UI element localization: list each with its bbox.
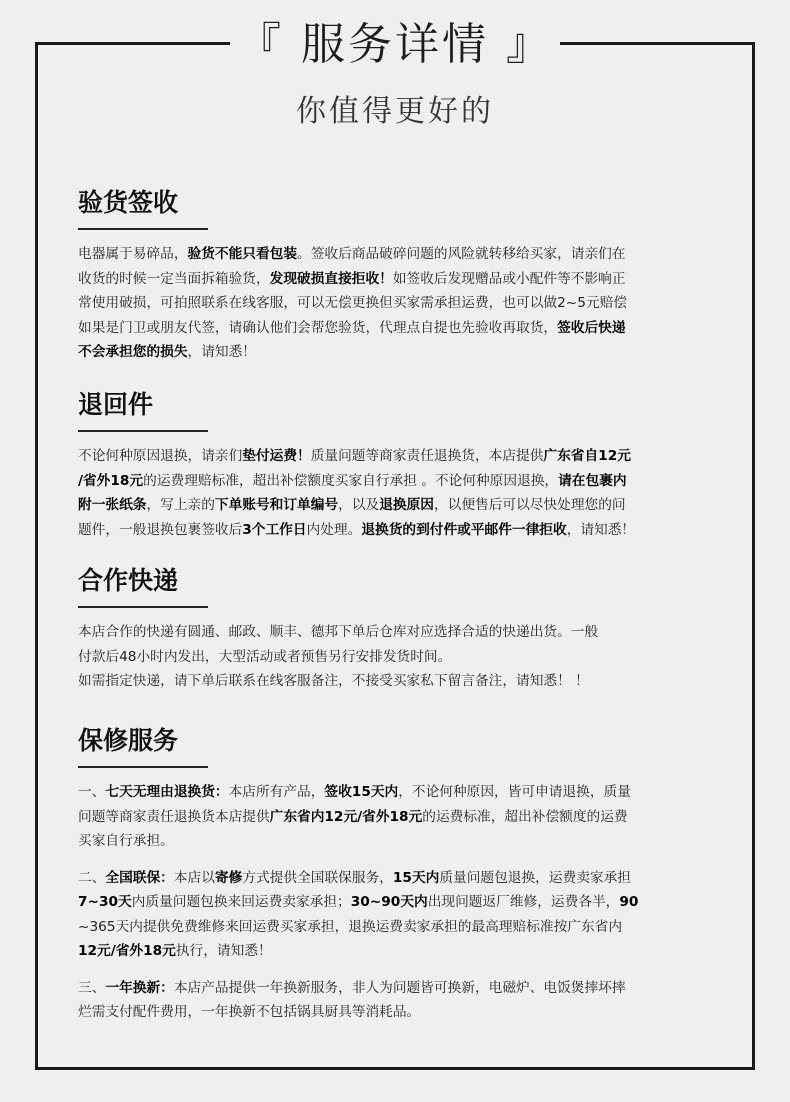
emphasis-text: 验货不能只看包装 [187, 246, 298, 262]
emphasis-text: 签收15天内 [324, 784, 399, 800]
section-title: 验货签收 [78, 188, 179, 217]
body-text: 烂需支付配件费用，一年换新不包括锅具厨具等消耗品。 [78, 1004, 421, 1020]
body-text: ，请知悉！ [187, 344, 256, 360]
emphasis-text: 七天无理由退换货： [105, 784, 229, 800]
text-line [78, 866, 718, 891]
emphasis-text: 15天内 [392, 869, 440, 886]
emphasis-text: 垫付运费！ [242, 448, 311, 464]
body-text: 收货的时候一定当面拆箱验货， [78, 270, 270, 287]
emphasis-text: 全国联保： [105, 869, 174, 886]
body-text: 电器属于易碎品， [78, 246, 188, 262]
section-title: 退回件 [78, 390, 154, 419]
body-text: 的运费标准，超出补偿额度的运费 [422, 808, 628, 825]
text-line [78, 518, 718, 543]
section-title: 合作快递 [78, 566, 179, 595]
text-line [78, 890, 718, 915]
text-line [78, 444, 718, 469]
body-text: 如果是门卫或朋友代签，请确认他们会帮您验货，代理点自提也先验收再取货， [78, 319, 558, 336]
text-line [78, 915, 718, 940]
body-text: 内质量问题包换来回运费卖家承担； [131, 894, 351, 910]
emphasis-text: 30~90天内 [350, 894, 428, 910]
paragraph-gap [78, 964, 718, 976]
section-underline [78, 228, 208, 230]
text-line [78, 780, 718, 805]
body-text: 付款后48小时内发出，大型活动或者预售另行安排发货时间。 [78, 648, 452, 665]
body-text: 的运费理赔标准，超出补偿额度买家自行承担 。不论何种原因退换， [143, 472, 559, 489]
emphasis-text: 请在包裹内 [558, 472, 627, 489]
text-line [78, 267, 718, 292]
section-body [78, 242, 718, 365]
emphasis-text: 广东省内12元/省外18元 [269, 808, 423, 825]
emphasis-text: /省外18元 [78, 472, 144, 489]
body-text: 三、 [78, 979, 106, 996]
section-body [78, 444, 718, 542]
emphasis-text: 3个工作日 [242, 521, 307, 538]
body-text: 一、 [78, 784, 106, 800]
text-line [78, 939, 718, 964]
page-title: 『 服务详情 』 [237, 19, 553, 70]
text-line [78, 976, 718, 1001]
body-text: 本店所有产品， [228, 784, 325, 800]
body-text: ，不论何种原因，皆可申请退换，质量 [398, 784, 631, 800]
body-text: 买家自行承担。 [78, 833, 174, 849]
body-text: 不论何种原因退换，请亲们 [78, 448, 243, 464]
text-line [78, 493, 718, 518]
body-text: 如签收后发现赠品或小配件等不影响正 [392, 270, 626, 287]
emphasis-text: 附一张纸条 [78, 497, 147, 513]
paragraph-gap [78, 854, 718, 866]
section-underline [78, 430, 208, 432]
body-text: 问题等商家责任退换货本店提供 [78, 808, 270, 825]
body-text: 执行，请知悉！ [175, 943, 272, 959]
text-line [78, 1000, 718, 1025]
text-line [78, 469, 718, 494]
text-line [78, 805, 718, 830]
text-line [78, 645, 718, 670]
emphasis-text: 发现破损直接拒收！ [269, 270, 393, 287]
body-text: ~365天内提供免费维修来回运费买家承担，退换运费卖家承担的最高理赔标准按广东省内 [78, 918, 623, 935]
title-block [230, 10, 560, 80]
text-line [78, 669, 718, 694]
text-line [78, 316, 718, 341]
body-text: 题件，一般退换包裹签收后 [78, 521, 243, 538]
emphasis-text: 退换货的到付件或平邮件一律拒收 [361, 521, 567, 538]
emphasis-text: 一年换新： [105, 979, 174, 996]
body-text: 内处理。 [306, 521, 362, 538]
emphasis-text: 寄修 [214, 869, 243, 886]
emphasis-text: 签收后快递 [557, 319, 626, 336]
section-returns [78, 388, 718, 542]
body-text: 如需指定快递，请下单后联系在线客服备注，不接受买家私下留言备注，请知悉！ ！ [78, 673, 589, 689]
body-text: ，写上亲的 [146, 497, 215, 513]
emphasis-text: 不会承担您的损失 [78, 344, 188, 360]
section-body [78, 620, 718, 694]
body-text: 本店产品提供一年换新服务，非人为问题皆可换新，电磁炉、电饭煲摔坏摔 [173, 979, 626, 996]
body-text: 出现问题返厂维修，运费各半， [427, 894, 620, 910]
section-courier [78, 564, 718, 694]
body-text: 方式提供全国联保服务， [242, 869, 393, 886]
page-subtitle: 你值得更好的 [296, 94, 494, 129]
section-warranty [78, 724, 718, 1025]
section-inspection [78, 186, 718, 365]
emphasis-text: 退换原因 [379, 497, 434, 513]
emphasis-text: 12元/省外18元 [78, 943, 176, 959]
body-text: 二、 [78, 869, 106, 886]
body-text: ，请知悉！ [566, 521, 636, 538]
emphasis-text: 广东省自12元 [543, 448, 631, 464]
emphasis-text: 下单账号和订单编号 [214, 497, 339, 513]
body-text: 常使用破损，可拍照联系在线客服，可以无偿更换但买家需承担运费，也可以做2~5元赔偿 [78, 295, 628, 311]
body-text: 。签收后商品破碎问题的风险就转移给买家，请亲们在 [297, 246, 626, 262]
body-text: 本店以 [173, 869, 215, 886]
text-line [78, 291, 718, 316]
body-text: ，以及 [338, 497, 380, 513]
text-line [78, 829, 718, 854]
body-text: ，以便售后可以尽快处理您的问 [433, 497, 626, 513]
text-line [78, 620, 718, 645]
body-text: 质量问题等商家责任退换货，本店提供 [310, 448, 544, 464]
section-underline [78, 766, 208, 768]
body-text: 本店合作的快递有圆通、邮政、顺丰、德邦下单后仓库对应选择合适的快递出货。一般 [78, 624, 599, 640]
text-line [78, 340, 718, 365]
body-text: 质量问题包退换，运费卖家承担 [439, 869, 631, 886]
text-line [78, 242, 718, 267]
section-body [78, 780, 718, 1025]
emphasis-text: 90 [619, 894, 639, 910]
emphasis-text: 7~30天 [78, 894, 132, 910]
section-underline [78, 606, 208, 608]
section-title: 保修服务 [78, 726, 179, 755]
